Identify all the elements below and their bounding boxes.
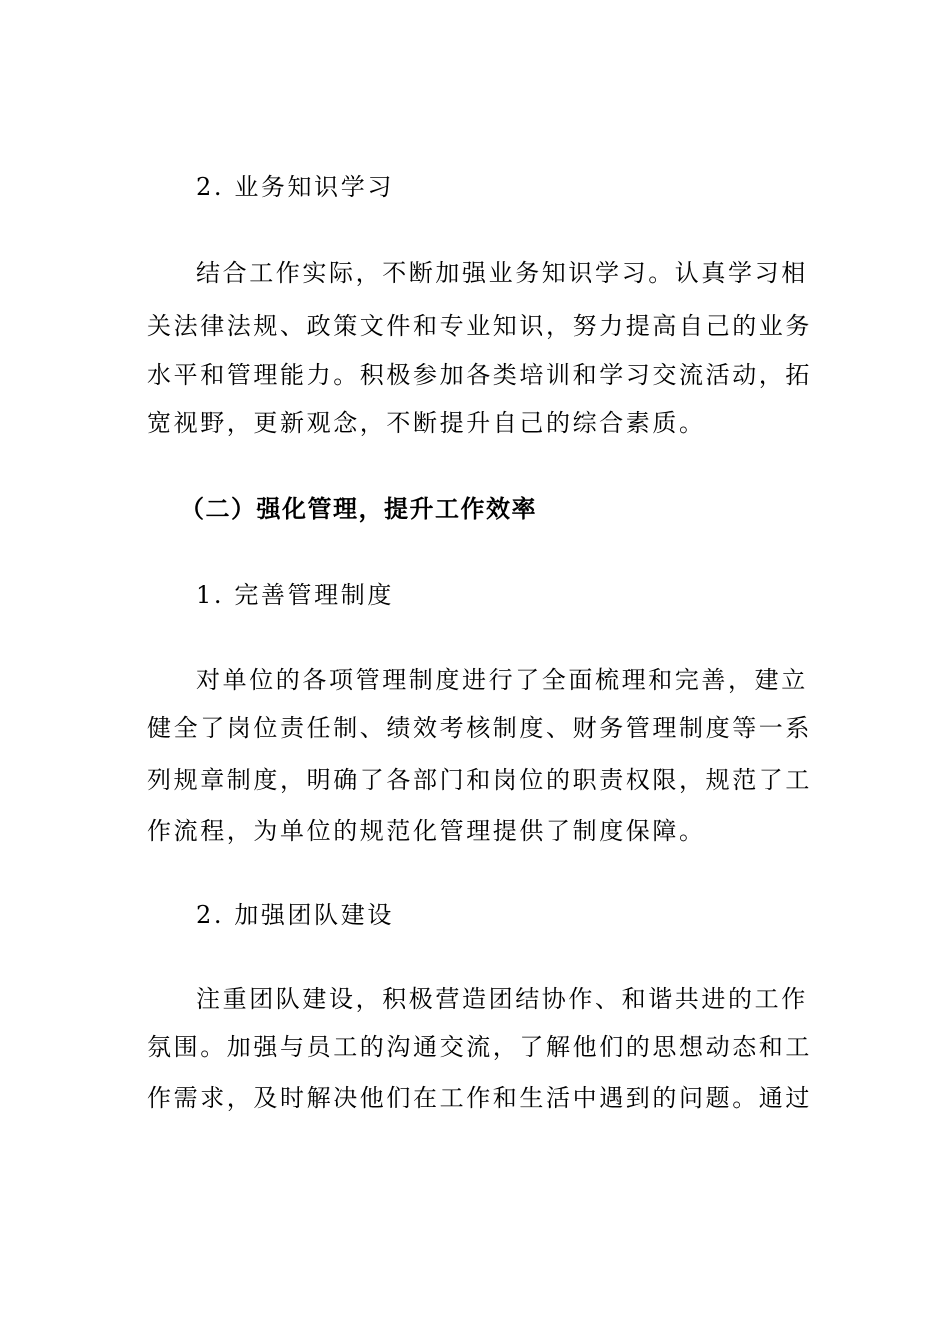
section-heading-management: （二）强化管理，提升工作效率	[180, 494, 537, 523]
paragraph-line: 作流程，为单位的规范化管理提供了制度保障。	[147, 817, 706, 845]
paragraph-line: 结合工作实际，不断加强业务知识学习。认真学习相	[196, 259, 808, 287]
subheading-team-building: 2. 加强团队建设	[196, 901, 394, 929]
paragraph-line: 列规章制度，明确了各部门和岗位的职责权限，规范了工	[147, 766, 812, 794]
subheading-management-system: 1. 完善管理制度	[196, 581, 394, 609]
paragraph-line: 水平和管理能力。积极参加各类培训和学习交流活动，拓	[147, 361, 812, 389]
paragraph-line: 健全了岗位责任制、绩效考核制度、财务管理制度等一系	[147, 714, 812, 742]
paragraph-line: 关法律法规、政策文件和专业知识，努力提高自己的业务	[147, 312, 812, 340]
paragraph-line: 对单位的各项管理制度进行了全面梳理和完善，建立	[196, 666, 808, 694]
paragraph-line: 氛围。加强与员工的沟通交流，了解他们的思想动态和工	[147, 1033, 812, 1061]
paragraph-line: 注重团队建设，积极营造团结协作、和谐共进的工作	[196, 985, 808, 1013]
paragraph-line: 宽视野，更新观念，不断提升自己的综合素质。	[147, 409, 706, 437]
subheading-business-knowledge: 2. 业务知识学习	[196, 173, 394, 201]
paragraph-line: 作需求，及时解决他们在工作和生活中遇到的问题。通过	[147, 1084, 812, 1112]
